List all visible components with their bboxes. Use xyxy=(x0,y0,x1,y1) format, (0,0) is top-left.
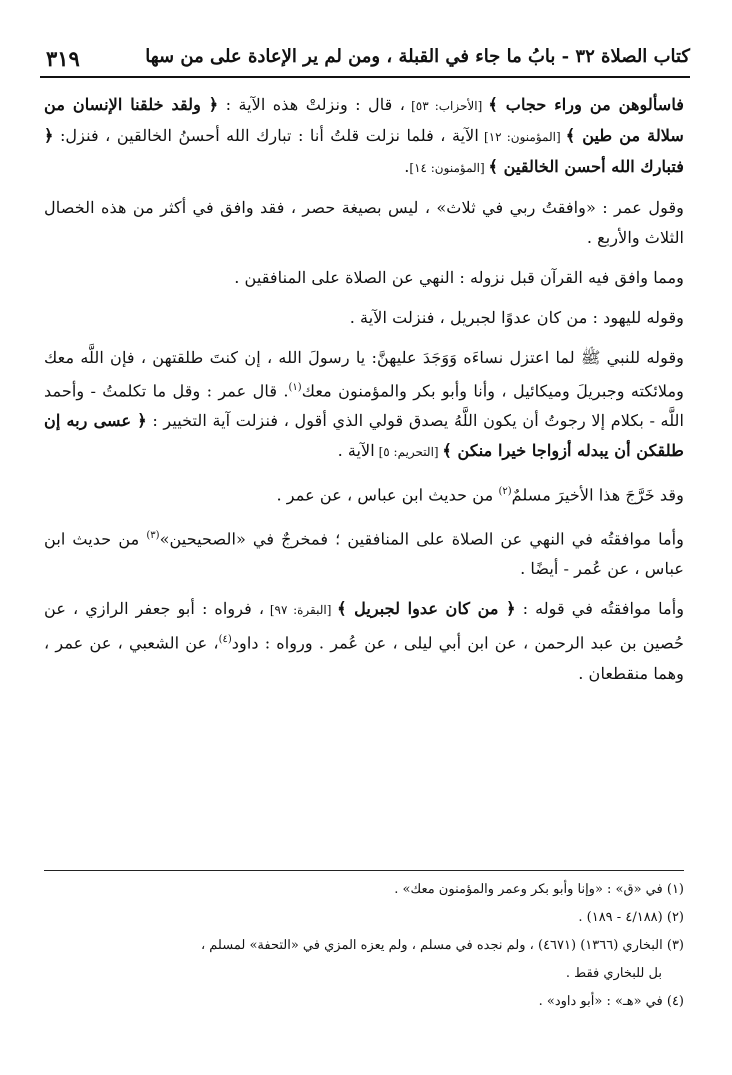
verse-reference: [الأحزاب: ٥٣] xyxy=(405,99,489,113)
footnote: بل للبخاري فقط . xyxy=(565,966,662,981)
quran-verse: ﴿ عسى ربه إن طلقكن أن يبدله أزواجا خيرا منكن ﴾ xyxy=(44,411,684,461)
paragraph xyxy=(44,90,684,183)
footnote: (٣) البخاري (١٣٦٦) (٤٦٧١) ، ولم نجده في مسلم ، ولم يعزه المزي في «التحفة» لمسلم ، xyxy=(200,938,684,953)
quran-verse: ﴿ فتبارك الله أحسن الخالقين ﴾ xyxy=(44,126,684,176)
quran-verse: ﴿ من كان عدوا لجبريل ﴾ xyxy=(337,599,516,619)
text-run: وأما موافقتُه في قوله : xyxy=(515,599,685,619)
text-run: وأما موافقتُه في النهي عن الصلاة على المنافقين ؛ فمخرجٌ في «الصحيحين» xyxy=(159,529,684,549)
quran-verse: ﴿ ولقد خلقنا الإنسان من سلالة من طين ﴾ xyxy=(44,95,684,145)
text-run: وقول عمر : «وافقتُ ربي في ثلاث» ، ليس بصيغة حصر ، فقد وافق في أكثر من هذه الخصال الثلاث والأربع . xyxy=(44,198,684,247)
text-run: وقوله لليهود : من كان عدوًا لجبريل ، فنزلت الآية . xyxy=(349,308,684,327)
paragraph xyxy=(44,343,684,467)
verse-reference: [التحريم: ٥] xyxy=(374,445,443,460)
footnote-marker: (١) xyxy=(288,382,302,393)
running-title: كتاب الصلاة ٣٢ - بابُ ما جاء في القبلة ، ومن لم ير الإعادة على من سها xyxy=(145,46,690,67)
verse-reference: [البقرة: ٩٧] xyxy=(264,603,338,618)
paragraph xyxy=(44,193,684,253)
paragraph xyxy=(44,521,684,584)
paragraph xyxy=(44,303,684,333)
text-run: ، عن الشعبي ، عن عمر ، وهما منقطعان . xyxy=(44,633,684,683)
text-run: ، قال : ونزلتْ هذه الآية : xyxy=(218,95,406,114)
paragraph xyxy=(44,594,684,688)
text-run: من حديث ابن عباس ، عن عمر . xyxy=(276,485,499,505)
text-run: . قال عمر : وقل ما تكلمتُ - وأحمد اللَّه - بكلام إلا رجوتُ أن يكون اللَّهُ يصدق قولي الذي أقول ، فنزلت آية التخيير : xyxy=(44,381,684,431)
text-run: . xyxy=(404,157,410,176)
text-run: وقوله للنبي ﷺ لما اعتزل نساءَه وَوَجَدَ عليهنَّ: يا رسولَ الله ، إن كنتَ طلقتهن ، فإن اللَّه معك وملائكته وجبريلَ وميكائيل ، وأنا وأبو بكر والمؤمنون معك xyxy=(44,348,684,401)
paragraph xyxy=(44,263,684,293)
verse-reference: [المؤمنون: ١٤] xyxy=(409,161,489,175)
quran-verse: فاسألوهن من وراء حجاب ﴾ xyxy=(488,95,685,114)
footnote: (٤) في «هـ» : «أبو داود» . xyxy=(538,994,684,1009)
page-number: ٣١٩ xyxy=(46,46,80,71)
text-run: ومما وافق فيه القرآن قبل نزوله : النهي عن الصلاة على المنافقين . xyxy=(234,268,684,287)
main-text xyxy=(44,90,684,689)
text-run: وقد خَرَّجَ هذا الأخيرَ مسلمٌ xyxy=(511,485,684,505)
text-run: الآية ، فلما نزلت قلتُ أنا : تبارك الله أحسنُ الخالقين ، فنزل: xyxy=(53,126,479,145)
footnote-separator xyxy=(44,870,684,871)
verse-reference: [المؤمنون: ١٢] xyxy=(478,130,566,144)
paragraph xyxy=(44,477,684,510)
text-run: ، فرواه : أبو جعفر الرازي ، عن حُصين بن عبد الرحمن ، عن ابن أبي ليلى ، عن عُمر . ورواه : داود xyxy=(44,599,684,653)
footnote: (١) في «ق» : «وإنا وأبو بكر وعمر والمؤمنون معك» . xyxy=(394,882,684,897)
footnote: (٢) (٤/١٨٨ - ١٨٩) . xyxy=(578,910,684,925)
footnote-marker: (٢) xyxy=(498,486,512,498)
text-run: الآية . xyxy=(337,441,375,461)
text-run: من حديث ابن عباس ، عن عُمر - أيضًا . xyxy=(44,529,684,579)
footnote-marker: (٣) xyxy=(146,529,160,541)
page-header xyxy=(40,40,690,78)
footnote-marker: (٤) xyxy=(218,634,232,646)
footnotes xyxy=(44,876,684,1016)
